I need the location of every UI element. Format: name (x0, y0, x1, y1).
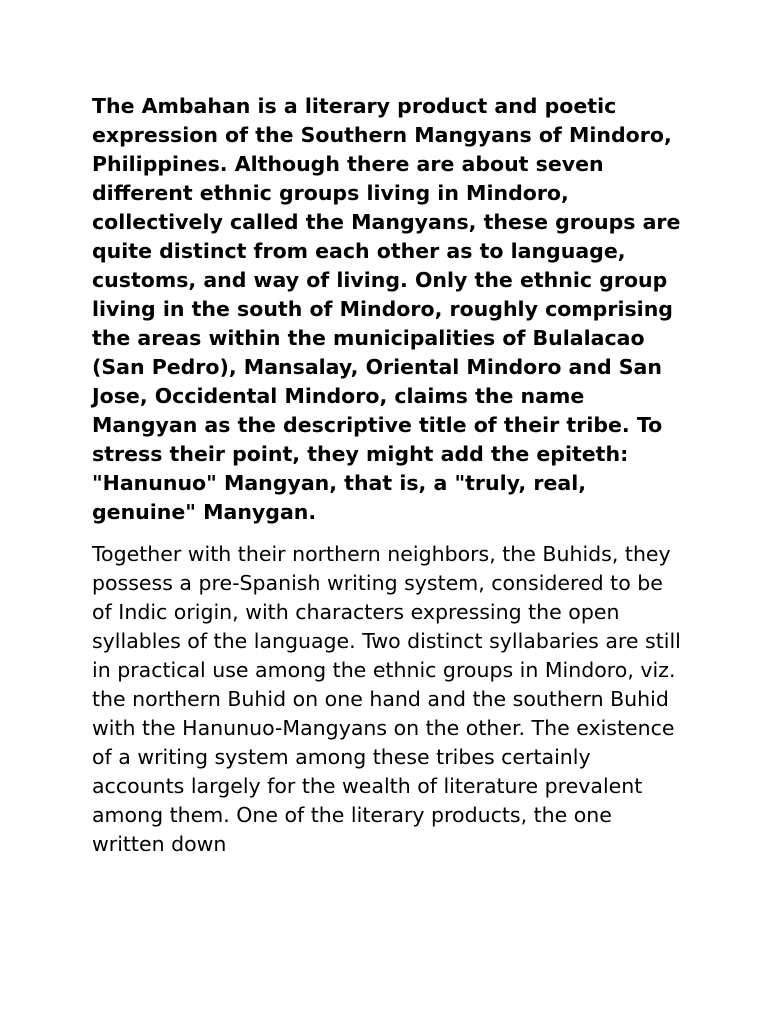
body-paragraph: Together with their northern neighbors, the Buhids, they possess a pre-Spanish writing system, considered to be of Indic origin, with characters expressing the open syllables of the language. Two distinct syllabaries are still in practical use among the ethnic groups in Mindoro, viz. the northern Buhid on one hand and the southern Buhid with the Hanunuo-Mangyans on the other. The existence of a writing system among these tribes certainly accounts largely for the wealth of literature prevalent among them. One of the literary products, the one written down (92, 542, 681, 856)
intro-paragraph: The Ambahan is a literary product and poetic expression of the Southern Mangyans of Mindoro, Philippines. Although there are about seven different ethnic groups living in Mindoro, collectively called the Mangyans, these groups are quite distinct from each other as to language, customs, and way of living. Only the ethnic group living in the south of Mindoro, roughly comprising the areas within the municipalities of Bulalacao (San Pedro), Mansalay, Oriental Mindoro and San Jose, Occidental Mindoro, claims the name Mangyan as the descriptive title of their tribe. To stress their point, they might add the epiteth: "Hanunuo" Mangyan, that is, a "truly, real, genuine" Manygan. (92, 94, 681, 524)
document-page (92, 92, 682, 859)
